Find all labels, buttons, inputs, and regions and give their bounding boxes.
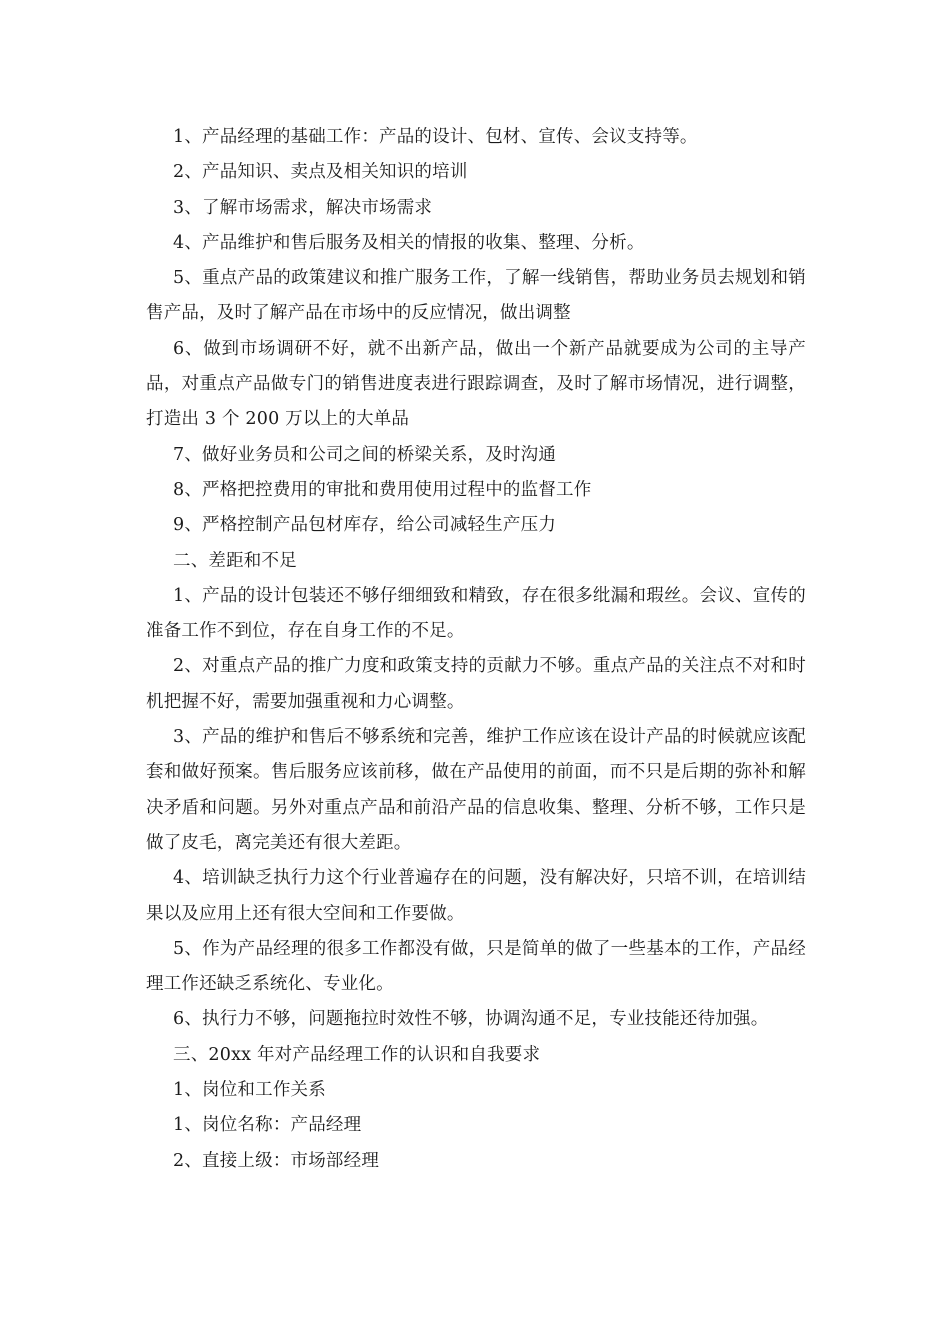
paragraph-gap-6: 6、执行力不够，问题拖拉时效性不够，协调沟通不足，专业技能还待加强。	[173, 1009, 769, 1030]
paragraph-duty-9: 9、严格控制产品包材库存，给公司减轻生产压力	[173, 515, 557, 536]
paragraph-gap-4: 4、培训缺乏执行力这个行业普遍存在的问题，没有解决好，只培不训，在培训结果以及应用上还有很大空间和工作要做。	[146, 868, 806, 924]
paragraph-duty-4: 4、产品维护和售后服务及相关的情报的收集、整理、分析。	[173, 232, 645, 253]
paragraph-gap-3: 3、产品的维护和售后不够系统和完善，维护工作应该在设计产品的时候就应该配套和做好预案。售后服务应该前移，做在产品使用的前面，而不只是后期的弥补和解决矛盾和问题。另外对重点产品和前沿产品的信息收集、整理、分析不够，工作只是做了皮毛，离完美还有很大差距。	[146, 727, 806, 853]
section-heading-requirements: 三、20xx 年对产品经理工作的认识和自我要求	[173, 1044, 541, 1065]
paragraph-gap-5: 5、作为产品经理的很多工作都没有做，只是简单的做了一些基本的工作，产品经理工作还缺乏系统化、专业化。	[146, 938, 806, 995]
paragraph-duty-5: 5、重点产品的政策建议和推广服务工作，了解一线销售，帮助业务员去规划和销售产品，及时了解产品在市场中的反应情况，做出调整	[146, 268, 806, 324]
paragraph-gap-1: 1、产品的设计包装还不够仔细细致和精致，存在很多纰漏和瑕丝。会议、宣传的准备工作不到位，存在自身工作的不足。	[146, 585, 806, 642]
paragraph-duty-6: 6、做到市场调研不好，就不出新产品，做出一个新产品就要成为公司的主导产品，对重点产品做专门的销售进度表进行跟踪调查，及时了解市场情况，进行调整，打造出 3 个 200 万以上的大单品	[146, 338, 806, 430]
paragraph-duty-2: 2、产品知识、卖点及相关知识的培训	[173, 162, 468, 183]
paragraph-duty-3: 3、了解市场需求，解决市场需求	[173, 197, 433, 218]
paragraph-duty-1: 1、产品经理的基础工作：产品的设计、包材、宣传、会议支持等。	[173, 127, 698, 147]
paragraph-duty-7: 7、做好业务员和公司之间的桥梁关系，及时沟通	[173, 444, 557, 465]
section-heading-gaps: 二、差距和不足	[173, 550, 297, 571]
paragraph-gap-2: 2、对重点产品的推广力度和政策支持的贡献力不够。重点产品的关注点不对和时机把握不好，需要加强重视和力心调整。	[146, 656, 806, 712]
paragraph-duty-8: 8、严格把控费用的审批和费用使用过程中的监督工作	[173, 479, 592, 500]
subheading-position-relations: 1、岗位和工作关系	[173, 1080, 326, 1101]
paragraph-direct-superior: 2、直接上级：市场部经理	[173, 1150, 380, 1171]
document-body	[146, 120, 806, 1179]
paragraph-position-name: 1、岗位名称：产品经理	[173, 1115, 362, 1136]
